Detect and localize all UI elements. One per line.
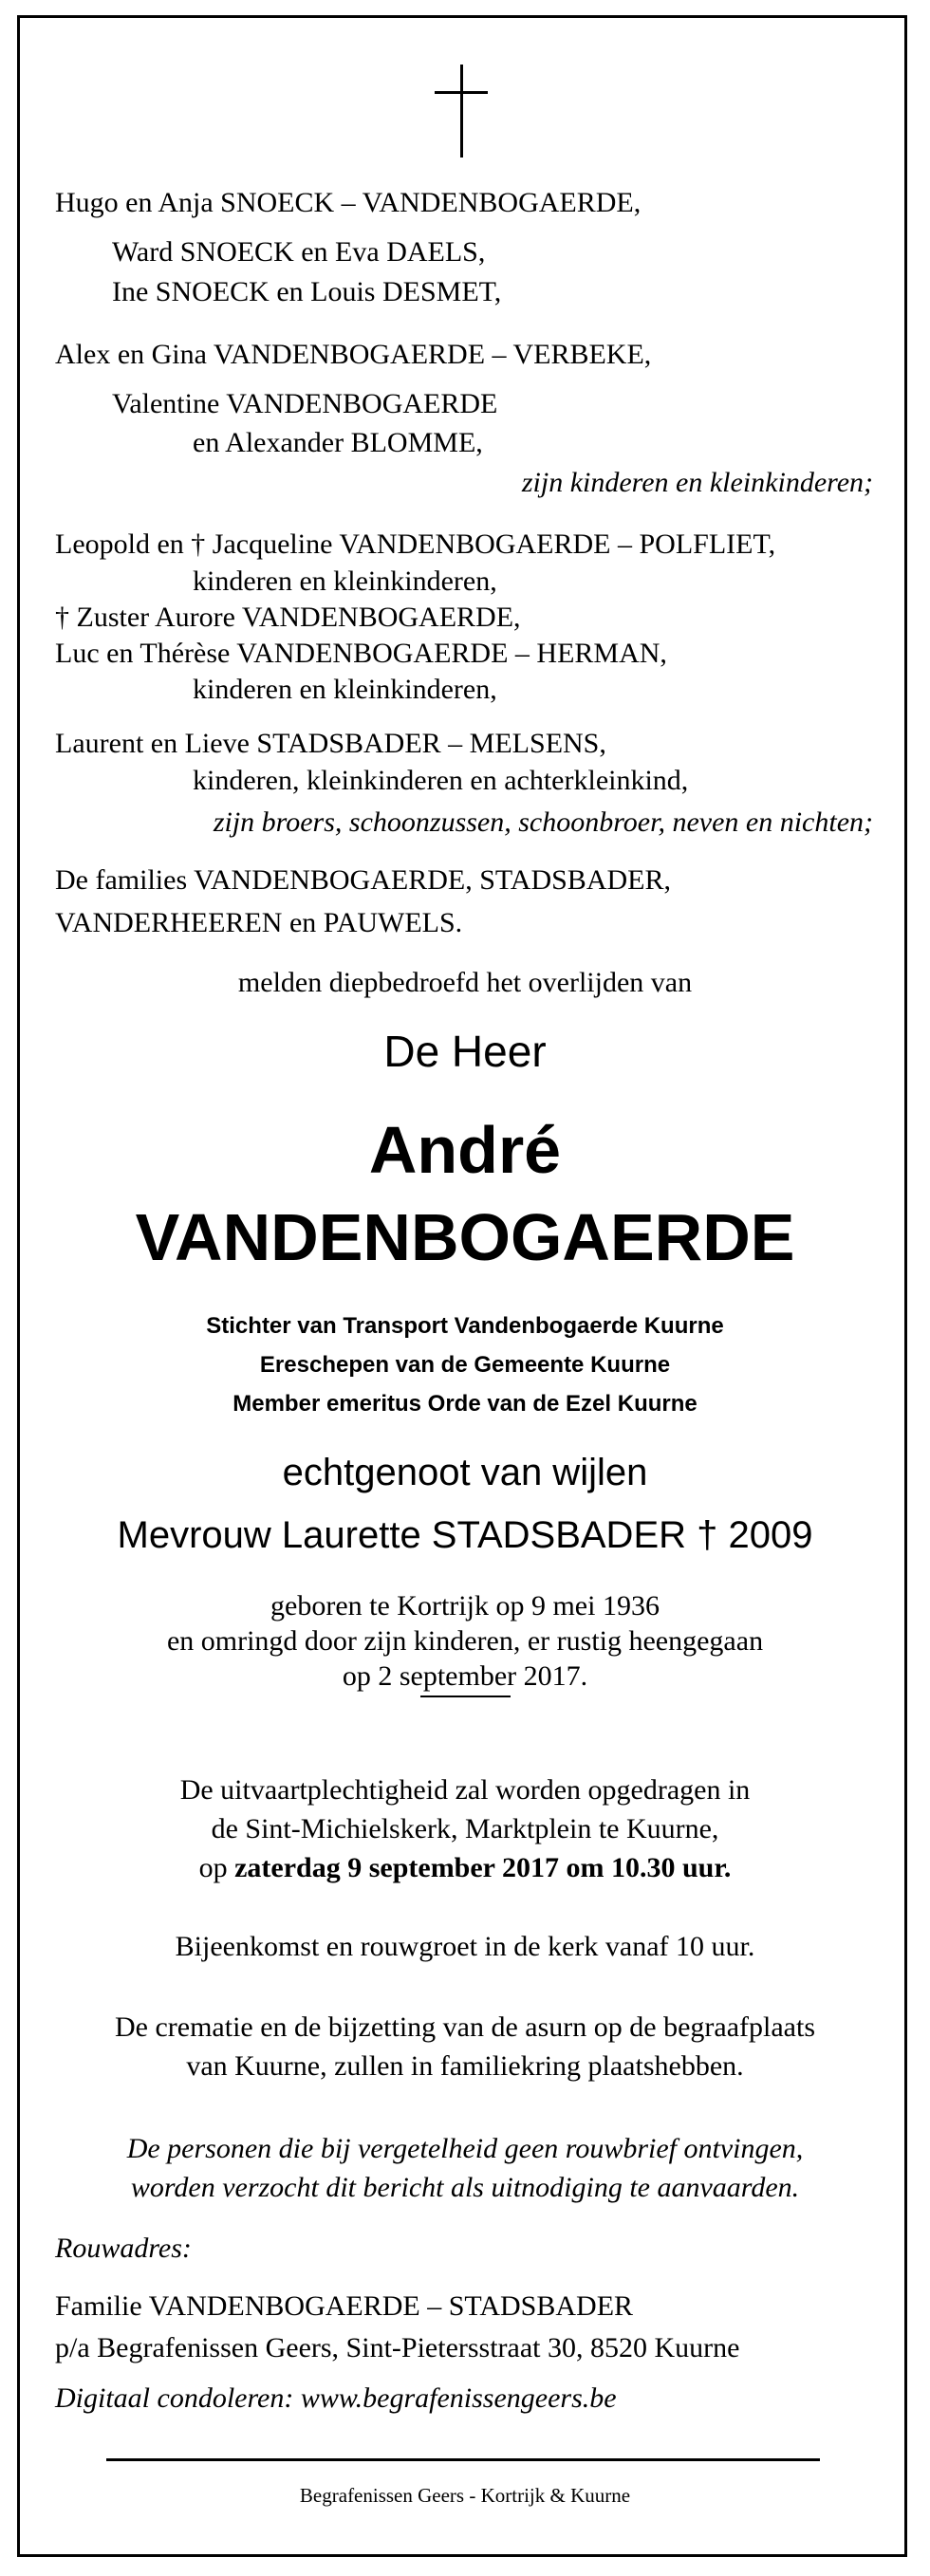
address-label: Rouwadres: (55, 2233, 192, 2264)
notice-line-2: worden verzocht dit bericht als uitnodiging te aanvaarden. (130, 2172, 800, 2203)
title-line-1: Stichter van Transport Vandenbogaerde Kuurne (206, 1313, 724, 1339)
passing-line: en omringd door zijn kinderen, er rustig heengegaan (166, 1625, 764, 1657)
family-line-5: Valentine VANDENBOGAERDE (112, 388, 498, 419)
ceremony-date: zaterdag 9 september 2017 om 10.30 uur. (234, 1852, 732, 1883)
family-line-17: VANDERHEEREN en PAUWELS. (55, 907, 463, 938)
address-line-1: Familie VANDENBOGAERDE – STADSBADER (55, 2290, 634, 2322)
birth-line: geboren te Kortrijk op 9 mei 1936 (270, 1590, 660, 1622)
family-line-16: De families VANDENBOGAERDE, STADSBADER, (55, 864, 671, 896)
family-line-4: Alex en Gina VANDENBOGAERDE – VERBEKE, (55, 339, 652, 370)
footer-credit: Begrafenissen Geers - Kortrijk & Kuurne (299, 2484, 631, 2507)
title-line-2: Ereschepen van de Gemeente Kuurne (259, 1352, 671, 1378)
spouse-intro: echtgenoot van wijlen (282, 1452, 648, 1493)
condolence-link[interactable]: Digitaal condoleren: www.begrafenissengeers.be (55, 2382, 617, 2414)
separator-long (106, 2458, 820, 2461)
family-line-9: kinderen en kleinkinderen, (193, 565, 497, 597)
family-line-13: Laurent en Lieve STADSBADER – MELSENS, (55, 728, 606, 759)
spouse-name: Mevrouw Laurette STADSBADER † 2009 (117, 1514, 813, 1556)
announcement: melden diepbedroefd het overlijden van (237, 967, 693, 998)
gathering-line: Bijeenkomst en rouwgroet in de kerk vanaf 10 uur. (175, 1931, 755, 1962)
family-line-11: Luc en Thérèse VANDENBOGAERDE – HERMAN, (55, 638, 667, 669)
separator-short (420, 1696, 511, 1697)
family-relation-line-2: zijn broers, schoonzussen, schoonbroer, neven en nichten; (213, 806, 873, 838)
family-line-10: † Zuster Aurore VANDENBOGAERDE, (55, 602, 521, 633)
ceremony-line-1: De uitvaartplechtigheid zal worden opgedragen in (179, 1774, 751, 1806)
honorific: De Heer (383, 1027, 547, 1076)
family-line-14: kinderen, kleinkinderen en achterkleinkind, (193, 765, 689, 796)
cremation-line-2: van Kuurne, zullen in familiekring plaatshebben. (186, 2050, 744, 2082)
family-line-12: kinderen en kleinkinderen, (193, 674, 497, 705)
ceremony-line-3 (0, 1852, 930, 1884)
family-line-3: Ine SNOECK en Louis DESMET, (112, 276, 502, 307)
family-relation-line-1: zijn kinderen en kleinkinderen; (521, 467, 873, 498)
address-line-2: p/a Begrafenissen Geers, Sint-Pietersstraat 30, 8520 Kuurne (55, 2332, 740, 2363)
family-line-2: Ward SNOECK en Eva DAELS, (112, 236, 486, 268)
first-name: André (368, 1113, 562, 1187)
cremation-line-1: De crematie en de bijzetting van de asurn op de begraafplaats (114, 2011, 815, 2043)
family-line-1: Hugo en Anja SNOECK – VANDENBOGAERDE, (55, 187, 642, 218)
last-name: VANDENBOGAERDE (135, 1200, 795, 1274)
ceremony-date-prefix: op (198, 1852, 235, 1883)
family-line-6: en Alexander BLOMME, (193, 427, 483, 458)
notice-line-1: De personen die bij vergetelheid geen rouwbrief ontvingen, (126, 2133, 804, 2164)
death-date-line: op 2 september 2017. (342, 1660, 588, 1692)
family-line-8: Leopold en † Jacqueline VANDENBOGAERDE – POLFLIET, (55, 528, 776, 560)
ceremony-line-2: de Sint-Michielskerk, Marktplein te Kuurne, (211, 1813, 719, 1844)
cross-icon-bar (435, 91, 488, 94)
cross-icon (460, 65, 463, 158)
title-line-3: Member emeritus Orde van de Ezel Kuurne (232, 1391, 698, 1417)
